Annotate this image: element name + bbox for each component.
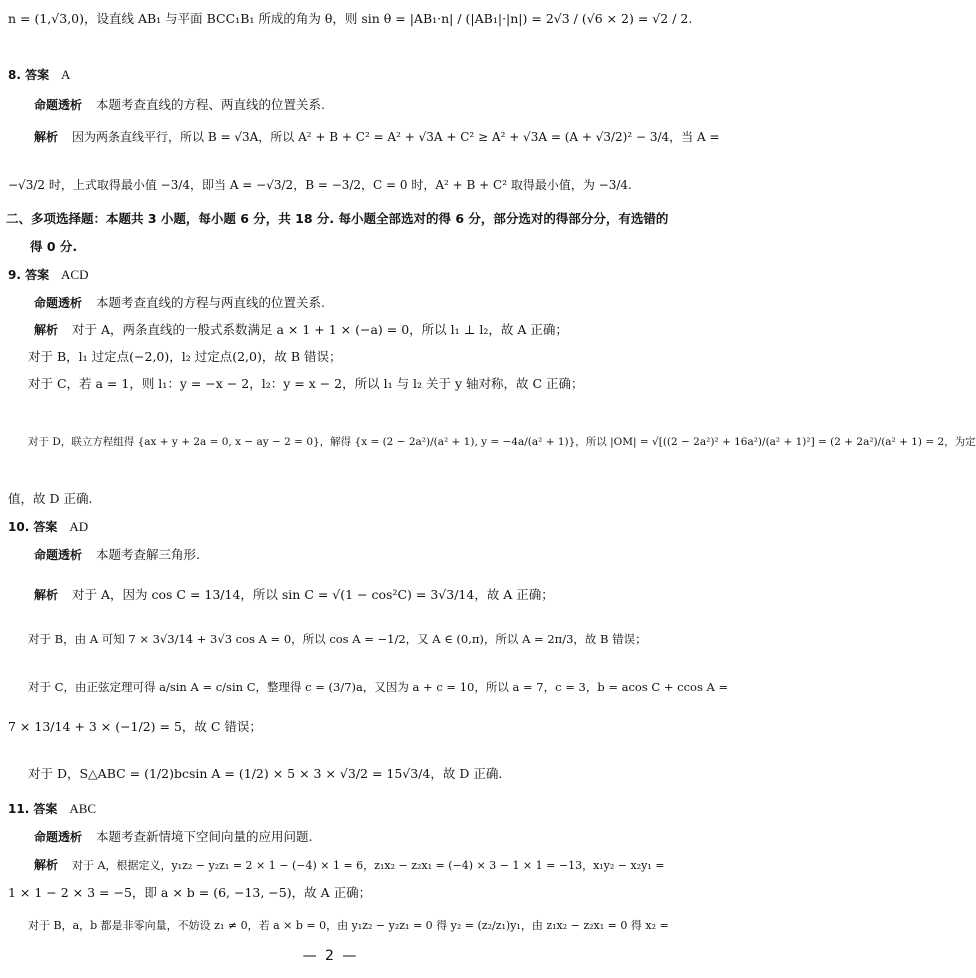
answer-value: ACD xyxy=(61,267,89,282)
solution-9-b xyxy=(28,348,661,366)
text: 对于 A，根据定义，y₁z₂ − y₂z₁ = 2 × 1 − (−4) × 1 = 6，z₁x₂ − z₂x₁ = (−4) × 3 − 1 × 1 = −13，x₁y₂ − x₂y₁ = xyxy=(72,859,665,872)
solution-11-cont xyxy=(8,884,661,902)
solution-9-d-cont xyxy=(8,490,661,508)
text: −√3/2 时，上式取得最小值 −3/4，即当 A = −√3/2，B = −3/2，C = 0 时，A² + B + C² 取得最小值，为 −3/4. xyxy=(8,178,632,192)
page-number: — 2 — xyxy=(302,948,359,964)
tag-label: 解析 xyxy=(34,130,59,144)
text: 对于 B，l₁ 过定点(−2,0)，l₂ 过定点(2,0)，故 B 错误； xyxy=(28,349,342,364)
tag-label: 命题透析 xyxy=(34,830,83,844)
text: 本题考查直线的方程、两直线的位置关系. xyxy=(96,97,325,112)
tag-label: 命题透析 xyxy=(34,548,83,562)
answer-value: A xyxy=(61,67,71,82)
solution-9-c xyxy=(28,375,661,393)
answer-value: ABC xyxy=(69,801,97,816)
solution-8 xyxy=(34,128,720,146)
answer-value: AD xyxy=(69,519,89,534)
answer-8 xyxy=(8,66,661,84)
tag-label: 命题透析 xyxy=(34,296,83,310)
solution-11-b xyxy=(28,916,669,935)
text: 对于 B，由 A 可知 7 × 3√3/14 + 3√3 cos A = 0，所以 cos A = −1/2，又 A ∈ (0,π)，所以 A = 2π/3，故 B 错误； xyxy=(28,632,647,646)
analysis-11 xyxy=(34,828,661,846)
text: 本题考查新情境下空间向量的应用问题. xyxy=(96,829,313,844)
text: 对于 C，若 a = 1，则 l₁：y = −x − 2，l₂：y = x − 2，所以 l₁ 与 l₂ 关于 y 轴对称，故 C 正确； xyxy=(28,376,584,391)
answer-10 xyxy=(8,518,661,536)
section-heading-cont xyxy=(30,238,661,256)
text: 对于 A，两条直线的一般式系数满足 a × 1 + 1 × (−a) = 0，所以 l₁ ⊥ l₂，故 A 正确； xyxy=(72,322,568,337)
analysis-9 xyxy=(34,294,661,312)
solution-11 xyxy=(34,856,665,875)
tag-label: 解析 xyxy=(34,858,59,872)
tag-label: 解析 xyxy=(34,323,59,337)
text: 本题考查直线的方程与两直线的位置关系. xyxy=(96,295,325,310)
text: 7 × 13/14 + 3 × (−1/2) = 5，故 C 错误； xyxy=(8,719,262,734)
text: 对于 D，联立方程组得 {ax + y + 2a = 0, x − ay − 2 = 0}，解得 {x = (2 − 2a²)/(a² + 1), y = −4a/(a² + 1)}，所以 |OM| = √[((2 − 2a²)² + 16a²)/(a² + 1)²] = (2 + 2a²)/(a² + 1) = 2，为定 xyxy=(28,436,976,448)
solution-10 xyxy=(34,586,661,604)
text: 二、多项选择题：本题共 3 小题，每小题 6 分，共 18 分. 每小题全部选对的得 6 分，部分选对的得部分分，有选错的 xyxy=(6,211,669,226)
line-1 xyxy=(8,10,693,28)
text: 对于 A，因为 cos C = 13/14，所以 sin C = √(1 − cos²C) = 3√3/14，故 A 正确； xyxy=(72,587,554,602)
text: 对于 B，a，b 都是非零向量，不妨设 z₁ ≠ 0，若 a × b = 0，由 y₁z₂ − y₂z₁ = 0 得 y₂ = (z₂/z₁)y₁，由 z₁x₂ − z₂x₁ = 0 得 x₂ = xyxy=(28,919,669,932)
tag-label: 解析 xyxy=(34,588,59,602)
solution-9-d xyxy=(28,432,976,451)
answer-label: 11. 答案 xyxy=(8,802,58,816)
text: 得 0 分. xyxy=(30,239,78,254)
answer-label: 8. 答案 xyxy=(8,68,50,82)
answer-label: 9. 答案 xyxy=(8,268,50,282)
solution-8-cont xyxy=(8,176,661,194)
text: n = (1,√3,0)，设直线 AB₁ 与平面 BCC₁B₁ 所成的角为 θ，则 sin θ = |AB₁·n| / (|AB₁|·|n|) = 2√3 / (√6 × 2) = √2 / 2. xyxy=(8,11,693,26)
analysis-10 xyxy=(34,546,661,564)
text: 本题考查解三角形. xyxy=(96,547,200,562)
solution-9 xyxy=(34,321,661,339)
answer-label: 10. 答案 xyxy=(8,520,58,534)
solution-10-c-cont xyxy=(8,718,661,736)
section-heading xyxy=(6,210,669,228)
solution-10-b xyxy=(28,630,661,648)
analysis-8 xyxy=(34,96,661,114)
answer-11 xyxy=(8,800,661,818)
solution-10-d xyxy=(28,765,661,783)
answer-9 xyxy=(8,266,661,284)
text: 对于 C，由正弦定理可得 a/sin A = c/sin C，整理得 c = (3/7)a，又因为 a + c = 10，所以 a = 7，c = 3，b = acos C + ccos A = xyxy=(28,680,729,694)
text: 对于 D，S△ABC = (1/2)bcsin A = (1/2) × 5 × 3 × √3/2 = 15√3/4，故 D 正确. xyxy=(28,766,503,781)
text: 1 × 1 − 2 × 3 = −5，即 a × b = (6, −13, −5)，故 A 正确； xyxy=(8,885,372,900)
text: 值，故 D 正确. xyxy=(8,491,93,506)
text: 因为两条直线平行，所以 B = √3A，所以 A² + B + C² = A² + √3A + C² ≥ A² + √3A = (A + √3/2)² − 3/4，当 A = xyxy=(72,130,720,144)
tag-label: 命题透析 xyxy=(34,98,83,112)
solution-10-c xyxy=(28,678,729,696)
